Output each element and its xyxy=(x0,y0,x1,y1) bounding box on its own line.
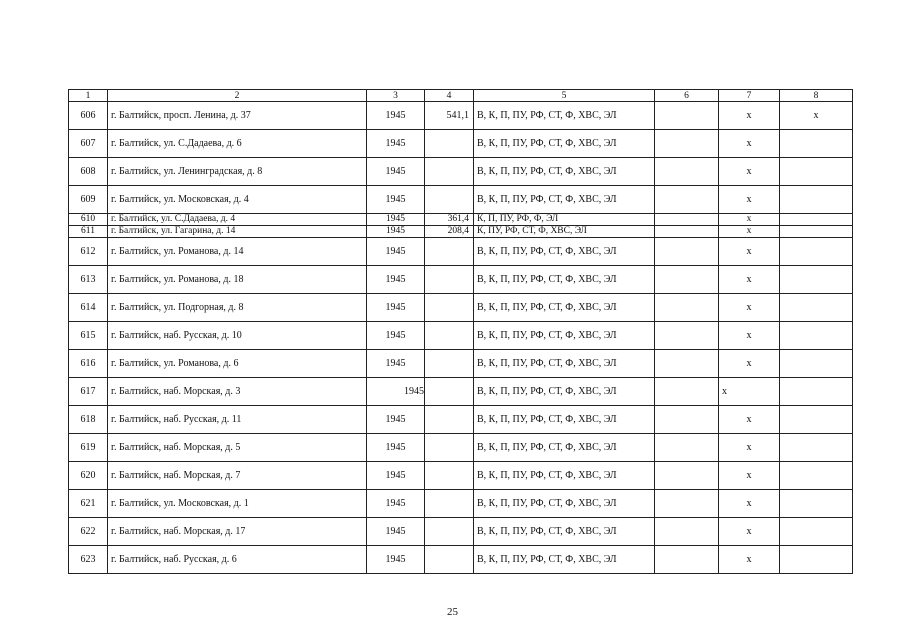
column-header: 8 xyxy=(780,90,853,102)
systems-cell: В, К, П, ПУ, РФ, СТ, Ф, ХВС, ЭЛ xyxy=(474,406,655,434)
row-number-cell: 620 xyxy=(69,462,108,490)
column-7-cell: x xyxy=(719,266,780,294)
column-7-cell: x xyxy=(719,546,780,574)
column-8-cell xyxy=(780,214,853,226)
area-cell xyxy=(425,322,474,350)
address-cell: г. Балтийск, наб. Морская, д. 3 xyxy=(108,378,367,406)
systems-cell: В, К, П, ПУ, РФ, СТ, Ф, ХВС, ЭЛ xyxy=(474,490,655,518)
row-number-cell: 622 xyxy=(69,518,108,546)
row-number-cell: 611 xyxy=(69,226,108,238)
page-number: 25 xyxy=(447,606,458,618)
column-7-cell: x xyxy=(719,518,780,546)
area-cell xyxy=(425,294,474,322)
column-7-cell: x xyxy=(719,158,780,186)
column-8-cell xyxy=(780,130,853,158)
systems-cell: В, К, П, ПУ, РФ, СТ, Ф, ХВС, ЭЛ xyxy=(474,130,655,158)
table-row xyxy=(69,186,853,214)
area-cell xyxy=(425,434,474,462)
address-cell: г. Балтийск, ул. Московская, д. 4 xyxy=(108,186,367,214)
column-6-cell xyxy=(655,266,719,294)
table-row xyxy=(69,130,853,158)
address-cell: г. Балтийск, ул. С.Дадаева, д. 4 xyxy=(108,214,367,226)
systems-cell: В, К, П, ПУ, РФ, СТ, Ф, ХВС, ЭЛ xyxy=(474,238,655,266)
table-row xyxy=(69,490,853,518)
row-number-cell: 623 xyxy=(69,546,108,574)
column-6-cell xyxy=(655,158,719,186)
area-cell: 361,4 xyxy=(425,214,474,226)
column-8-cell xyxy=(780,490,853,518)
address-cell: г. Балтийск, наб. Русская, д. 6 xyxy=(108,546,367,574)
row-number-cell: 618 xyxy=(69,406,108,434)
column-header: 5 xyxy=(474,90,655,102)
column-header: 1 xyxy=(69,90,108,102)
row-number-cell: 609 xyxy=(69,186,108,214)
column-7-cell: x xyxy=(719,214,780,226)
address-cell: г. Балтийск, наб. Морская, д. 5 xyxy=(108,434,367,462)
row-number-cell: 615 xyxy=(69,322,108,350)
systems-cell: В, К, П, ПУ, РФ, СТ, Ф, ХВС, ЭЛ xyxy=(474,546,655,574)
year-cell: 1945 xyxy=(367,214,425,226)
column-6-cell xyxy=(655,214,719,226)
table-row xyxy=(69,294,853,322)
column-7-cell: x xyxy=(719,102,780,130)
row-number-cell: 616 xyxy=(69,350,108,378)
address-cell: г. Балтийск, просп. Ленина, д. 37 xyxy=(108,102,367,130)
systems-cell: В, К, П, ПУ, РФ, СТ, Ф, ХВС, ЭЛ xyxy=(474,266,655,294)
year-cell: 1945 xyxy=(367,294,425,322)
column-7-cell: x xyxy=(719,226,780,238)
address-cell: г. Балтийск, ул. Ленинградская, д. 8 xyxy=(108,158,367,186)
column-8-cell xyxy=(780,226,853,238)
area-cell xyxy=(425,238,474,266)
year-cell: 1945 xyxy=(367,102,425,130)
address-cell: г. Балтийск, наб. Русская, д. 10 xyxy=(108,322,367,350)
area-cell: 541,1 xyxy=(425,102,474,130)
year-cell: 1945 xyxy=(367,130,425,158)
column-7-cell: x xyxy=(719,186,780,214)
table-row xyxy=(69,102,853,130)
systems-cell: В, К, П, ПУ, РФ, СТ, Ф, ХВС, ЭЛ xyxy=(474,462,655,490)
year-cell: 1945 xyxy=(367,546,425,574)
column-7-cell: x xyxy=(719,350,780,378)
year-cell: 1945 xyxy=(367,406,425,434)
year-cell: 1945 xyxy=(367,226,425,238)
table-row xyxy=(69,378,853,406)
column-6-cell xyxy=(655,434,719,462)
column-8-cell: x xyxy=(780,102,853,130)
systems-cell: В, К, П, ПУ, РФ, СТ, Ф, ХВС, ЭЛ xyxy=(474,378,655,406)
systems-cell: В, К, П, ПУ, РФ, СТ, Ф, ХВС, ЭЛ xyxy=(474,322,655,350)
address-cell: г. Балтийск, ул. Гагарина, д. 14 xyxy=(108,226,367,238)
column-8-cell xyxy=(780,238,853,266)
column-6-cell xyxy=(655,462,719,490)
systems-cell: В, К, П, ПУ, РФ, СТ, Ф, ХВС, ЭЛ xyxy=(474,294,655,322)
column-8-cell xyxy=(780,322,853,350)
column-header: 4 xyxy=(425,90,474,102)
table-row xyxy=(69,462,853,490)
column-8-cell xyxy=(780,350,853,378)
row-number-cell: 606 xyxy=(69,102,108,130)
column-7-cell: x xyxy=(719,406,780,434)
column-7-cell: x xyxy=(719,490,780,518)
year-cell: 1945 xyxy=(367,322,425,350)
column-6-cell xyxy=(655,518,719,546)
systems-cell: В, К, П, ПУ, РФ, СТ, Ф, ХВС, ЭЛ xyxy=(474,434,655,462)
column-6-cell xyxy=(655,226,719,238)
column-8-cell xyxy=(780,378,853,406)
column-header: 3 xyxy=(367,90,425,102)
year-cell: 1945 xyxy=(367,378,425,406)
row-number-cell: 619 xyxy=(69,434,108,462)
area-cell xyxy=(425,130,474,158)
column-8-cell xyxy=(780,462,853,490)
systems-cell: В, К, П, ПУ, РФ, СТ, Ф, ХВС, ЭЛ xyxy=(474,102,655,130)
housing-registry-table xyxy=(68,89,853,574)
year-cell: 1945 xyxy=(367,266,425,294)
column-8-cell xyxy=(780,518,853,546)
row-number-cell: 617 xyxy=(69,378,108,406)
column-7-cell: x xyxy=(719,130,780,158)
column-6-cell xyxy=(655,186,719,214)
column-6-cell xyxy=(655,238,719,266)
year-cell: 1945 xyxy=(367,186,425,214)
column-6-cell xyxy=(655,294,719,322)
column-8-cell xyxy=(780,158,853,186)
column-8-cell xyxy=(780,546,853,574)
year-cell: 1945 xyxy=(367,434,425,462)
table-row xyxy=(69,518,853,546)
column-6-cell xyxy=(655,130,719,158)
column-7-cell: x xyxy=(719,378,780,406)
column-8-cell xyxy=(780,294,853,322)
area-cell xyxy=(425,378,474,406)
area-cell xyxy=(425,350,474,378)
column-6-cell xyxy=(655,322,719,350)
column-6-cell xyxy=(655,378,719,406)
column-6-cell xyxy=(655,406,719,434)
area-cell xyxy=(425,158,474,186)
row-number-cell: 608 xyxy=(69,158,108,186)
column-6-cell xyxy=(655,490,719,518)
year-cell: 1945 xyxy=(367,490,425,518)
column-7-cell: x xyxy=(719,322,780,350)
column-7-cell: x xyxy=(719,238,780,266)
year-cell: 1945 xyxy=(367,238,425,266)
area-cell xyxy=(425,266,474,294)
table-row xyxy=(69,546,853,574)
area-cell xyxy=(425,518,474,546)
registry-table-wrapper xyxy=(68,89,852,574)
address-cell: г. Балтийск, наб. Морская, д. 7 xyxy=(108,462,367,490)
column-6-cell xyxy=(655,350,719,378)
table-row xyxy=(69,350,853,378)
year-cell: 1945 xyxy=(367,350,425,378)
address-cell: г. Балтийск, ул. Подгорная, д. 8 xyxy=(108,294,367,322)
area-cell xyxy=(425,186,474,214)
table-row xyxy=(69,158,853,186)
column-6-cell xyxy=(655,102,719,130)
table-row xyxy=(69,266,853,294)
systems-cell: В, К, П, ПУ, РФ, СТ, Ф, ХВС, ЭЛ xyxy=(474,518,655,546)
row-number-cell: 621 xyxy=(69,490,108,518)
area-cell: 208,4 xyxy=(425,226,474,238)
row-number-cell: 610 xyxy=(69,214,108,226)
systems-cell: К, ПУ, РФ, СТ, Ф, ХВС, ЭЛ xyxy=(474,226,655,238)
systems-cell: В, К, П, ПУ, РФ, СТ, Ф, ХВС, ЭЛ xyxy=(474,158,655,186)
area-cell xyxy=(425,406,474,434)
table-row xyxy=(69,226,853,238)
column-number-header-row xyxy=(69,90,853,102)
column-header: 7 xyxy=(719,90,780,102)
year-cell: 1945 xyxy=(367,518,425,546)
address-cell: г. Балтийск, ул. Романова, д. 18 xyxy=(108,266,367,294)
column-header: 2 xyxy=(108,90,367,102)
address-cell: г. Балтийск, ул. С.Дадаева, д. 6 xyxy=(108,130,367,158)
address-cell: г. Балтийск, ул. Романова, д. 14 xyxy=(108,238,367,266)
area-cell xyxy=(425,462,474,490)
area-cell xyxy=(425,490,474,518)
address-cell: г. Балтийск, наб. Русская, д. 11 xyxy=(108,406,367,434)
systems-cell: К, П, ПУ, РФ, Ф, ЭЛ xyxy=(474,214,655,226)
table-row xyxy=(69,406,853,434)
column-8-cell xyxy=(780,186,853,214)
year-cell: 1945 xyxy=(367,158,425,186)
table-row xyxy=(69,238,853,266)
column-8-cell xyxy=(780,406,853,434)
table-row xyxy=(69,322,853,350)
row-number-cell: 607 xyxy=(69,130,108,158)
column-7-cell: x xyxy=(719,294,780,322)
column-7-cell: x xyxy=(719,434,780,462)
systems-cell: В, К, П, ПУ, РФ, СТ, Ф, ХВС, ЭЛ xyxy=(474,186,655,214)
address-cell: г. Балтийск, ул. Московская, д. 1 xyxy=(108,490,367,518)
column-8-cell xyxy=(780,266,853,294)
column-7-cell: x xyxy=(719,462,780,490)
address-cell: г. Балтийск, наб. Морская, д. 17 xyxy=(108,518,367,546)
year-cell: 1945 xyxy=(367,462,425,490)
column-header: 6 xyxy=(655,90,719,102)
area-cell xyxy=(425,546,474,574)
row-number-cell: 614 xyxy=(69,294,108,322)
systems-cell: В, К, П, ПУ, РФ, СТ, Ф, ХВС, ЭЛ xyxy=(474,350,655,378)
table-row xyxy=(69,214,853,226)
row-number-cell: 613 xyxy=(69,266,108,294)
table-row xyxy=(69,434,853,462)
row-number-cell: 612 xyxy=(69,238,108,266)
column-6-cell xyxy=(655,546,719,574)
column-8-cell xyxy=(780,434,853,462)
address-cell: г. Балтийск, ул. Романова, д. 6 xyxy=(108,350,367,378)
